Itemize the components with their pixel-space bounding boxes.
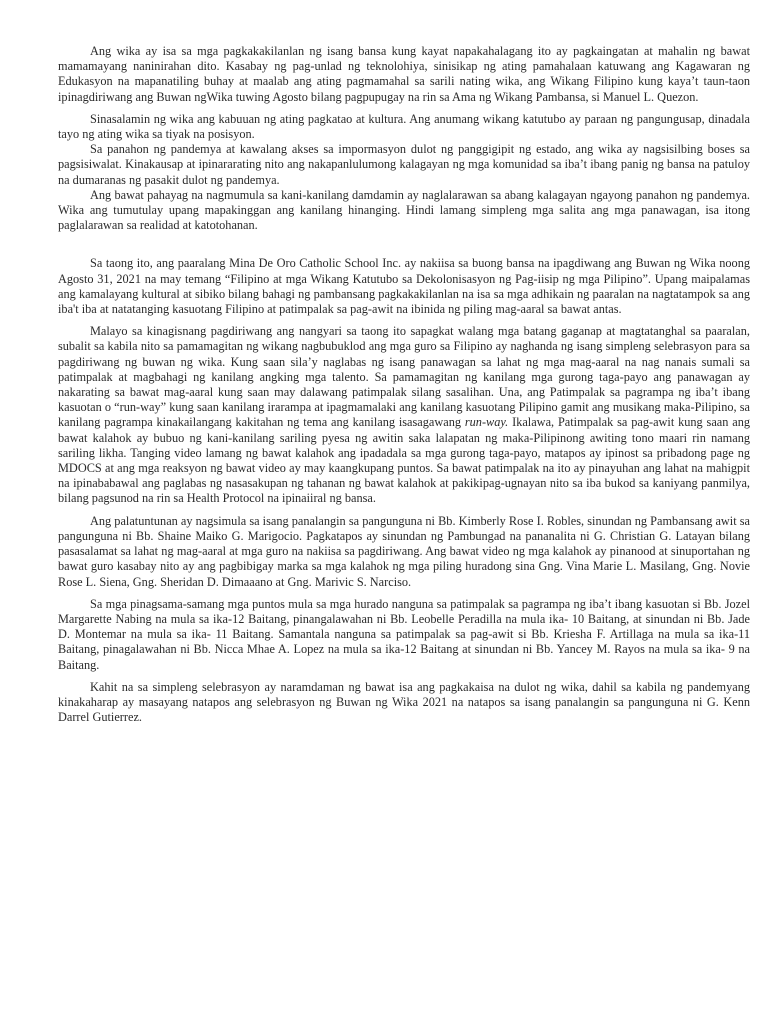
paragraph-conclusion: Kahit na sa simpleng selebrasyon ay naramdaman ng bawat isa ang pagkakaisa na dulot ng wika, dahil sa kabila ng pandemyang kinakaharap ay masayang natapos ang selebrasyon ng Buwan ng Wika 2021 na natapos sa isang panalangin sa pangunguna ni G. Kenn Darrel Gutierrez. [58, 679, 750, 725]
paragraph-winners: Sa mga pinagsama-samang mga puntos mula sa mga hurado nanguna sa patimpalak sa pagrampa ng iba’t ibang kasuotan si Bb. Jozel Margarette Nabing na mula sa ika-12 Baitang, pinangalawahan ni Bb. Leobelle Peradilla na mula ika- 10 Baitang, at sinundan ni Bb. Jade D. Montemar na mula sa ika- 11 Baitang. Samantala nanguna sa patimpalak sa pag-awit si Bb. Kriesha F. Artillaga na mula sa ika-11 Baitang, pinagalawahan ni Bb. Nicca Mhae A. Lopez na mula sa ika-12 Baitang at sinundan ni Bb. Yancey M. Rayos na mula sa ika- 9 na Baitang. [58, 596, 750, 672]
paragraph-program: Ang palatuntunan ay nagsimula sa isang panalangin sa pangunguna ni Bb. Kimberly Rose I. Robles, sinundan ng Pambansang awit sa pangunguna ni Bb. Shaine Maiko G. Marigocio. Pagkatapos ay sinundan ng Pambungad na pananalita ni G. Christian G. Latayan bilang pasasalamat sa lahat ng mag-aaral at mga guro na nakiisa sa pagdiriwang. Ang bawat video ng mga kalahok ay pinanood at sinuportahan ng bawat guro kasabay nito ay ang pagbibigay marka sa mga kalahok ng mga piling huradong sina Gng. Vina Marie L. Masilang, Gng. Novie Rose L. Siena, Gng. Sheridan D. Dimaaano at Gng. Marivic S. Narciso. [58, 513, 750, 589]
paragraph-school-celebration: Sa taong ito, ang paaralang Mina De Oro Catholic School Inc. ay nakiisa sa buong bansa na ipagdiwang ang Buwan ng Wika noong Agosto 31, 2021 na may temang “Filipino at mga Wikang Katutubo sa Dekolonisasyon ng Pag-iisip ng mga Pilipino”. Upang maipalamas ang kamalayang kultural at sibiko bilang bahagi ng pambansang pagkakakilanlan na isa sa mga adhikain ng paaralan na nagtatampok sa ang iba't iba at natatanging kasuotang Filipino at patimpalak sa pag-awit na ibinida ng piling mag-aaral sa bawat antas. [58, 256, 750, 317]
runway-term: run-way. [464, 415, 509, 430]
paragraph-intro: Ang wika ay isa sa mga pagkakakilanlan ng isang bansa kung kayat napakahalagang ito ay pagkaingatan at mahalin ng bawat mamamayang naninirahan dito. Kasabay ng pag-unlad ng teknolohiya, sinisikap ng ating pamahalaan katuwang ang Kagawaran ng Edukasyon na mapanatiling buhay at maalab ang ating pagmamahal sa sarili nating wika, ang Wikang Filipino kung kaya’t taun-taon ipinagdiriwang ang Buwan ngWika tuwing Agosto bilang pagpupugay na rin sa Ama ng Wikang Pambansa, si Manuel L. Quezon. [58, 44, 750, 104]
contests-text-part-2: Ikalawa, Patimpalak sa pag-awit kung saan ang bawat kalahok ay bubuo ng kani-kanilang sariling pyesa ng awitin saka lalapatan ng maka-Pilipinong awiting tono maari rin namang sariling likha. Tanging video lamang ng bawat kalahok ang ipadadala sa mga gurong taga-payo, matapos ay ipinost sa pribadong page ng MDOCS at ang mga reaksyon ng bawat video ay may kaangkupang puntos. Sa bawat patimpalak na ito ay pinayuhan ang lahat na mahigpit na ipinababawal ang paglabas ng nasasakupan ng tahanan ng bawat kalahok at pakikipag-ugnayan nito sa iba bukod sa kaniyang panmilya, bilang pagsunod na rin sa Health Protocol na ipinaiiral ng bansa. [58, 415, 750, 506]
document-page [58, 44, 750, 725]
paragraph-pandemic-voice: Sa panahon ng pandemya at kawalang akses sa impormasyon dulot ng panggigipit ng estado, ang wika ay nagsisilbing boses sa pagsisiwalat. Kinakausap at ipinararating nito ang nakapanlulumong kalagayan ng mga komunidad sa iba’t ibang panig ng bansa na patuloy na dumaranas ng pasakit dulot ng pandemya. [58, 142, 750, 187]
paragraph-contests [58, 324, 750, 506]
paragraph-culture: Sinasalamin ng wika ang kabuuan ng ating pagkatao at kultura. Ang anumang wikang katutubo ay paraan ng pangungusap, dinadala tayo ng ating wika sa tiyak na posisyon. [58, 111, 750, 142]
contests-text-part-1: Malayo sa kinagisnang pagdiriwang ang nangyari sa taong ito sapagkat walang mga batang gaganap at magtatanghal sa paaralan, subalit sa kabila nito sa pamamagitan ng wikang nagbubuklod ang mga guro sa Filipino ay naghanda ng isang simpleng selebrasyon para sa pagdiriwang ng buwan ng wika. Kung saan sila’y naglabas ng isang panawagan sa lahat ng mga mag-aaral na nag nanais sumali sa patimpalak at magbahagi ng kanilang angking mga talento. Sa pamamagitan ng kanilang mga gurong taga-payo ang panawagan ay nakarating sa bawat mag-aaral kung saan may dalawang patimpalak silang sasalihan. Una, ang Patimpalak sa pagrampa ng iba’t ibang kasuotan o “run-way” kung saan kanilang irarampa at ipagmamalaki ang kanilang kasuotang Pilipino gamit ang musikang maka-Pilipino, sa kanilang pagrampa kinakailangang kakitahan ng tema ang kanilang isasagawang [58, 324, 750, 430]
paragraph-statements: Ang bawat pahayag na nagmumula sa kani-kanilang damdamin ay naglalarawan sa abang kalagayan ngayong panahon ng pandemya. Wika ang tumutulay upang mapakinggan ang kanilang hinanging. Hindi lamang simpleng mga salita ang mga panawagan, isa itong paglalarawan sa realidad at katotohanan. [58, 187, 750, 233]
